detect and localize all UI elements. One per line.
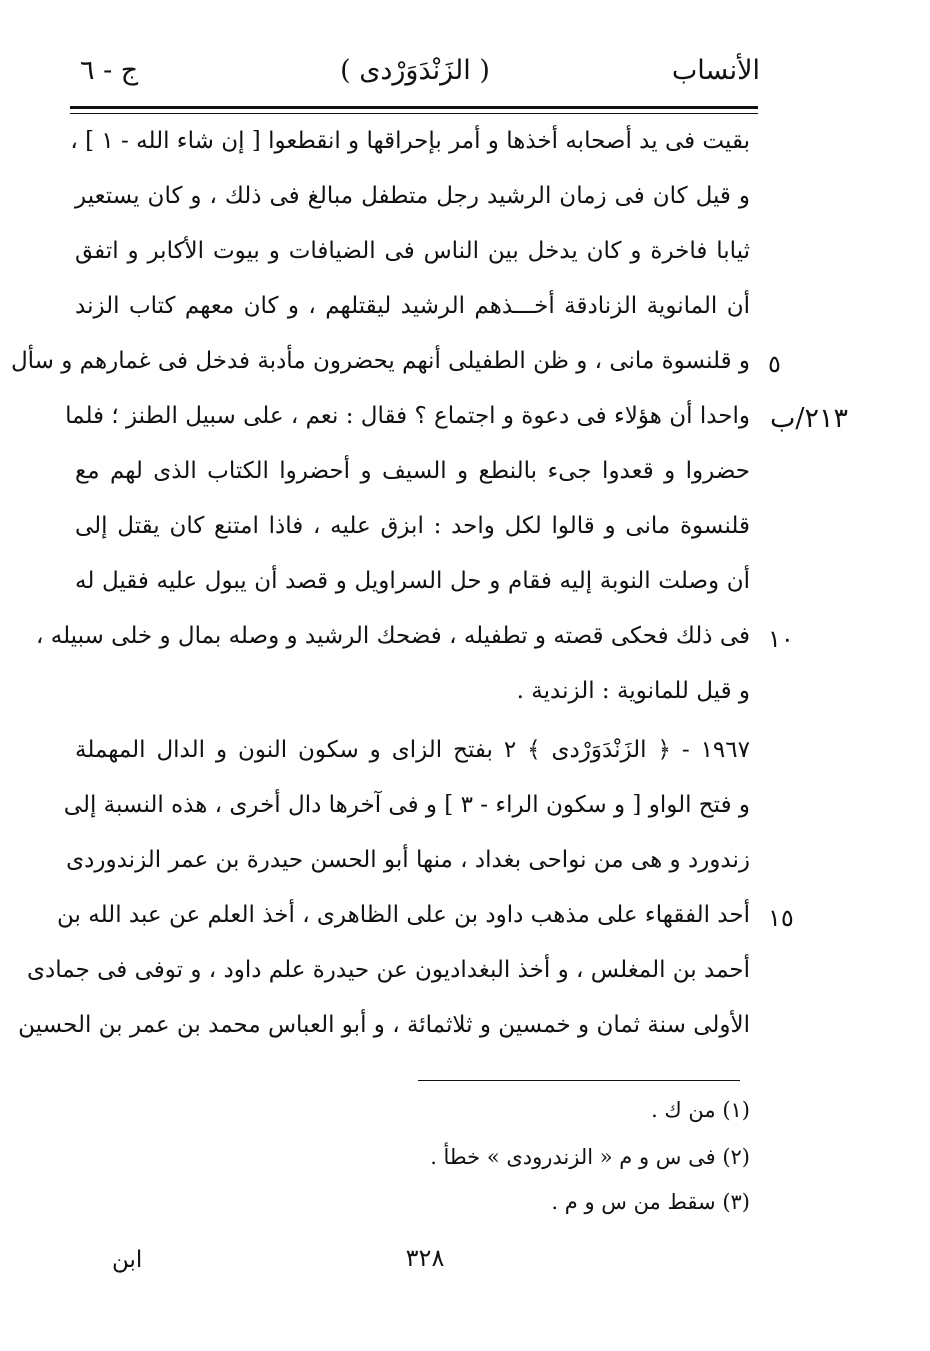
catchword: ابن — [112, 1247, 143, 1273]
line-number-5: ٥ — [768, 350, 781, 378]
entry-heading-line: ١٩٦٧ - ﴿ الزَنْدَوَرْدى ﴾ ٢ بفتح الزاى و سكون النون و الدال المهملة — [75, 737, 750, 763]
footnote-rule — [418, 1080, 740, 1081]
footnote-1: (١) من ك . — [651, 1098, 750, 1122]
text-line: الأولى سنة ثمان و خمسين و ثلاثمائة ، و أبو العباس محمد بن عمر بن الحسين — [18, 1012, 750, 1038]
text-line: أحمد بن المغلس ، و أخذ البغداديون عن حيدرة علم داود ، و توفى فى جمادى — [27, 957, 750, 983]
footnote-3: (٣) سقط من س و م . — [551, 1190, 750, 1214]
header-volume: ج - ٦ — [80, 55, 139, 86]
text-line: ثيابا فاخرة و كان يدخل بين الناس فى الضيافات و بيوت الأكابر و اتفق — [75, 238, 750, 264]
running-header — [70, 55, 760, 101]
line-number-15: ١٥ — [768, 904, 794, 932]
header-entry-title: ( الزَنْدَوَرْدى ) — [340, 55, 490, 86]
text-line: و قيل كان فى زمان الرشيد رجل متطفل مبالغ فى ذلك ، و كان يستعير — [75, 183, 750, 209]
text-line: و قلنسوة مانى ، و ظن الطفيلى أنهم يحضرون مأدبة فدخل فى غمارهم و سأل — [10, 348, 750, 374]
footnote-2: (٢) فى س و م « الزندرودى » خطأ . — [430, 1145, 750, 1169]
page-number: ٣٢٨ — [405, 1244, 445, 1272]
text-line: زندورد و هى من نواحى بغداد ، منها أبو الحسن حيدرة بن عمر الزندوردى — [66, 847, 750, 873]
text-line: واحدا أن هؤلاء فى دعوة و اجتماع ؟ فقال : نعم ، على سبيل الطنز ؛ فلما — [65, 403, 750, 429]
text-line: أن المانوية الزنادقة أخـــذهم الرشيد ليقتلهم ، و كان معهم كتاب الزند — [75, 293, 750, 319]
header-rule-thin — [70, 113, 758, 114]
text-line: حضروا و قعدوا جىء بالنطع و السيف و أحضروا الكتاب الذى لهم مع — [75, 458, 750, 484]
text-line: و قيل للمانوية : الزندية . — [516, 678, 750, 704]
text-line: أحد الفقهاء على مذهب داود بن على الظاهرى ، أخذ العلم عن عبد الله بن — [57, 902, 750, 928]
text-line: قلنسوة مانى و قالوا لكل واحد : ابزق عليه ، فاذا امتنع كان يقتل إلى — [75, 513, 750, 539]
text-line: فى ذلك فحكى قصته و تطفيله ، فضحك الرشيد و وصله بمال و خلى سبيله ، — [36, 623, 750, 649]
text-line: أن وصلت النوبة إليه فقام و حل السراويل و قصد أن يبول عليه فقيل له — [75, 568, 750, 594]
text-line: بقيت فى يد أصحابه أخذها و أمر بإحراقها و انقطعوا [ إن شاء الله - ١ ] ، — [70, 128, 750, 154]
folio-mark: ٢١٣/ب — [770, 403, 849, 434]
line-number-10: ١٠ — [768, 625, 794, 653]
header-book-title: الأنساب — [671, 55, 760, 86]
header-rule-thick — [70, 106, 758, 109]
text-line: و فتح الواو [ و سكون الراء - ٣ ] و فى آخرها دال أخرى ، هذه النسبة إلى — [63, 792, 750, 818]
